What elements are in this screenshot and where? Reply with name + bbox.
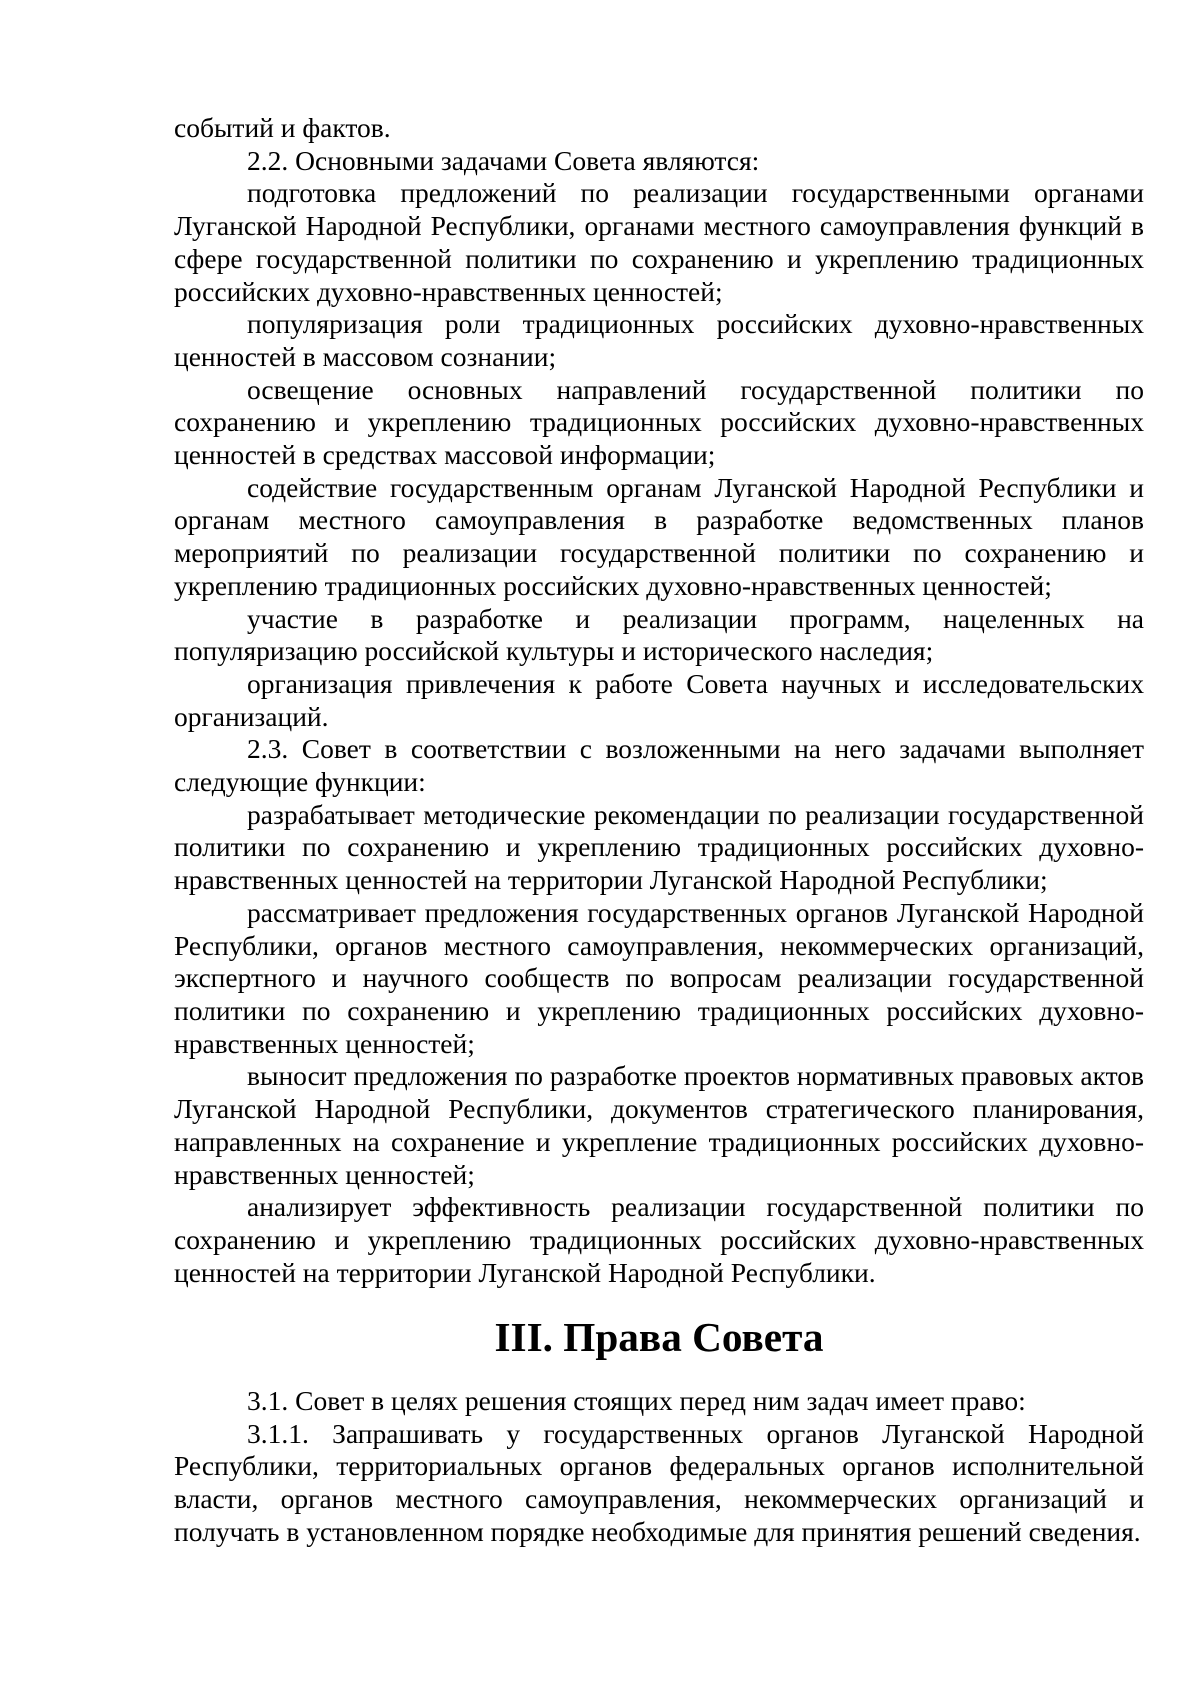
paragraph-task-proposals: подготовка предложений по реализации государственными органами Луганской Народной Республики, органами местного самоуправления функций в сфере государственной политики по сохранению и укреплению традиционных российских духовно-нравственных ценностей;: [174, 177, 1144, 307]
paragraph-continuation: событий и фактов.: [174, 112, 391, 143]
paragraph-3-1-1: 3.1.1. Запрашивать у государственных органов Луганской Народной Республики, территориальных органов федеральных органов исполнительной власти, органов местного самоуправления, некоммерческих организаций и получать в установленном порядке необходимые для принятия решений сведения.: [174, 1417, 1144, 1547]
paragraph-function-recommendations: разрабатывает методические рекомендации по реализации государственной политики по сохранению и укреплению традиционных российских духовно-нравственных ценностей на территории Луганской Народной Республики;: [174, 798, 1144, 896]
paragraph-task-assistance: содействие государственным органам Луганской Народной Республики и органам местного самоуправления в разработке ведомственных планов мероприятий по реализации государственной политики по сохранению и укреплению традиционных российских духовно-нравственных ценностей;: [174, 471, 1144, 601]
paragraph-2-2-intro: 2.2. Основными задачами Совета являются:: [247, 144, 760, 176]
paragraph-task-popularization: популяризация роли традиционных российских духовно-нравственных ценностей в массовом сознании;: [174, 308, 1144, 372]
paragraph-2-3-intro: 2.3. Совет в соответствии с возложенными на него задачами выполняет следующие функции:: [174, 733, 1144, 798]
paragraph-task-programs: участие в разработке и реализации программ, нацеленных на популяризацию российской культуры и исторического наследия;: [174, 602, 1144, 667]
paragraph-task-media-coverage: освещение основных направлений государственной политики по сохранению и укреплению традиционных российских духовно-нравственных ценностей в средствах массовой информации;: [174, 373, 1144, 471]
paragraph-function-legislation: выносит предложения по разработке проектов нормативных правовых актов Луганской Народной Республики, документов стратегического планирования, направленных на сохранение и укрепление традиционных российских духовно-нравственных ценностей;: [174, 1060, 1144, 1190]
document-body: [174, 112, 1144, 1549]
section-3-heading: III. Права Совета: [494, 1314, 824, 1361]
paragraph-function-review: рассматривает предложения государственных органов Луганской Народной Республики, органов местного самоуправления, некоммерческих организаций, экспертного и научного сообществ по вопросам реализации государственной политики по сохранению и укреплению традиционных российских духовно-нравственных ценностей;: [174, 896, 1144, 1059]
paragraph-task-research-orgs: организация привлечения к работе Совета научных и исследовательских организаций.: [174, 667, 1144, 732]
paragraph-3-1: 3.1. Совет в целях решения стоящих перед ним задач имеет право:: [247, 1385, 1026, 1417]
paragraph-function-analysis: анализирует эффективность реализации государственной политики по сохранению и укреплению традиционных российских духовно-нравственных ценностей на территории Луганской Народной Республики.: [174, 1191, 1144, 1288]
